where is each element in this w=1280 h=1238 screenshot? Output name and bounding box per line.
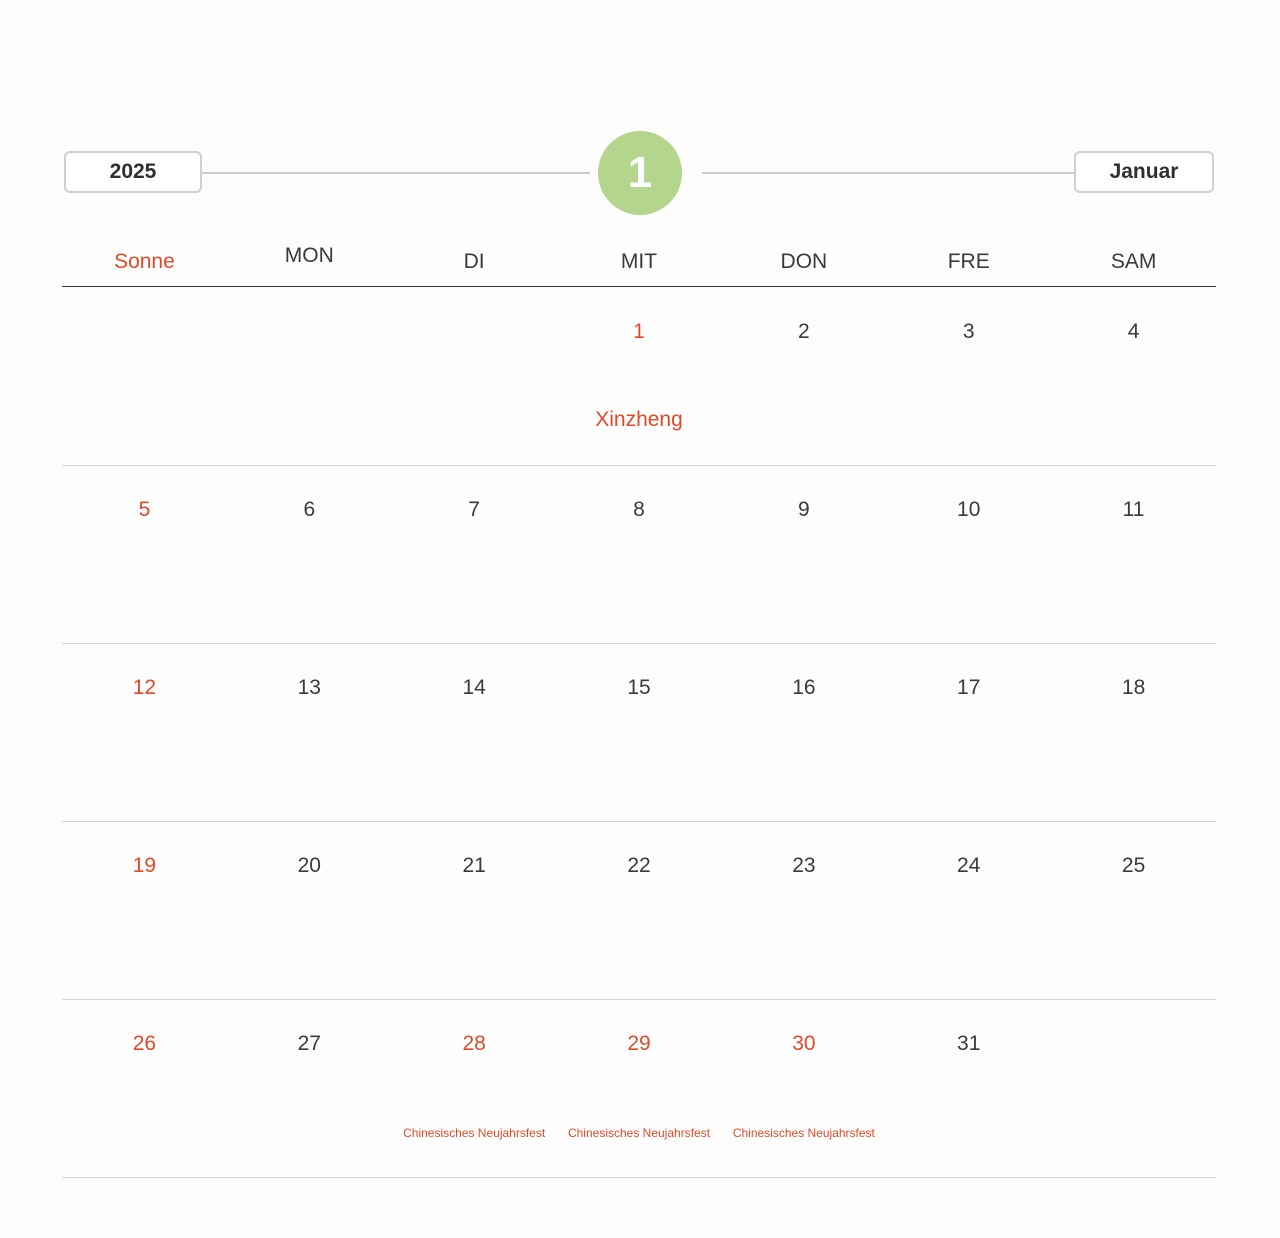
calendar-day-cell	[886, 466, 1051, 643]
weekday-saturday: SAM	[1110, 250, 1157, 273]
day-number: 23	[792, 854, 816, 877]
day-number: 20	[297, 854, 321, 877]
day-number: 2	[798, 320, 810, 343]
weekday-tuesday: DI	[463, 250, 485, 273]
weekday-monday: MON	[284, 244, 334, 267]
day-number: 26	[132, 1032, 157, 1055]
calendar-day-cell	[227, 644, 392, 821]
calendar-day-cell	[557, 822, 722, 999]
calendar-day-cell	[227, 1000, 392, 1177]
calendar-week-row	[62, 288, 1216, 466]
calendar-day-cell	[62, 822, 227, 999]
calendar-week-row	[62, 644, 1216, 822]
calendar-day-cell	[392, 1000, 557, 1177]
holiday-note: Chinesisches Neujahrsfest	[567, 1126, 711, 1140]
header-divider-right	[702, 172, 1074, 174]
day-number: 9	[798, 498, 810, 521]
day-number: 1	[633, 320, 645, 343]
calendar-day-cell	[1051, 288, 1216, 465]
calendar-day-cell	[886, 1000, 1051, 1177]
calendar-day-cell	[721, 644, 886, 821]
weekday-sunday: Sonne	[114, 250, 175, 273]
day-number: 25	[1121, 854, 1146, 877]
day-number: 21	[462, 854, 486, 877]
day-number: 30	[792, 1032, 816, 1055]
calendar-day-cell	[227, 822, 392, 999]
holiday-note: Xinzheng	[595, 408, 683, 431]
calendar-day-cell	[886, 822, 1051, 999]
day-number: 6	[303, 498, 316, 521]
calendar-day-cell	[1051, 466, 1216, 643]
calendar-week-row	[62, 1000, 1216, 1178]
calendar-day-cell	[392, 822, 557, 999]
calendar-day-cell	[721, 288, 886, 465]
calendar-day-cell	[886, 644, 1051, 821]
holiday-note: Chinesisches Neujahrsfest	[732, 1126, 875, 1140]
day-number: 5	[138, 498, 151, 521]
calendar-day-cell	[227, 288, 392, 465]
day-number: 8	[633, 498, 645, 521]
day-number: 15	[627, 676, 651, 699]
day-number: 7	[468, 498, 480, 521]
holiday-note: Chinesisches Neujahrsfest	[403, 1126, 546, 1140]
calendar-day-cell	[1051, 822, 1216, 999]
day-number: 16	[792, 676, 816, 699]
calendar-day-cell	[227, 466, 392, 643]
day-number: 17	[957, 676, 981, 699]
calendar-day-cell	[62, 466, 227, 643]
day-number: 12	[132, 676, 157, 699]
day-number: 29	[627, 1032, 651, 1055]
calendar-day-cell	[721, 822, 886, 999]
day-number: 28	[462, 1032, 486, 1055]
day-number: 13	[297, 676, 321, 699]
calendar-day-cell	[886, 288, 1051, 465]
day-number: 24	[957, 854, 981, 877]
day-number: 4	[1127, 320, 1140, 343]
day-number: 27	[297, 1032, 321, 1055]
calendar-day-cell	[1051, 1000, 1216, 1177]
calendar-day-cell	[392, 288, 557, 465]
header-divider-left	[202, 172, 590, 174]
calendar-week-row	[62, 466, 1216, 644]
calendar-day-cell	[721, 1000, 886, 1177]
calendar-day-cell	[392, 644, 557, 821]
month-number-badge: 1	[598, 131, 682, 215]
weekday-friday: FRE	[947, 250, 990, 273]
day-number: 18	[1121, 676, 1146, 699]
calendar-day-cell	[1051, 644, 1216, 821]
weekday-wednesday: MIT	[620, 250, 658, 273]
weekday-header-row	[62, 238, 1216, 287]
calendar-day-cell	[721, 466, 886, 643]
day-number: 11	[1122, 498, 1145, 521]
day-number: 22	[627, 854, 651, 877]
year-label: 2025	[64, 151, 202, 193]
day-number: 31	[957, 1032, 981, 1055]
day-number: 19	[132, 854, 157, 877]
calendar-day-cell	[392, 466, 557, 643]
calendar-grid	[62, 288, 1216, 1178]
calendar-day-cell	[557, 644, 722, 821]
calendar-day-cell	[557, 466, 722, 643]
calendar-day-cell	[557, 1000, 722, 1177]
calendar-week-row	[62, 822, 1216, 1000]
month-name-label: Januar	[1074, 151, 1214, 193]
day-number: 3	[962, 320, 975, 343]
calendar-day-cell	[62, 288, 227, 465]
day-number: 10	[957, 498, 981, 521]
calendar-day-cell	[62, 1000, 227, 1177]
calendar-day-cell	[62, 644, 227, 821]
weekday-thursday: DON	[780, 250, 828, 273]
calendar-header	[62, 130, 1216, 216]
calendar-day-cell	[557, 288, 722, 465]
day-number: 14	[462, 676, 486, 699]
